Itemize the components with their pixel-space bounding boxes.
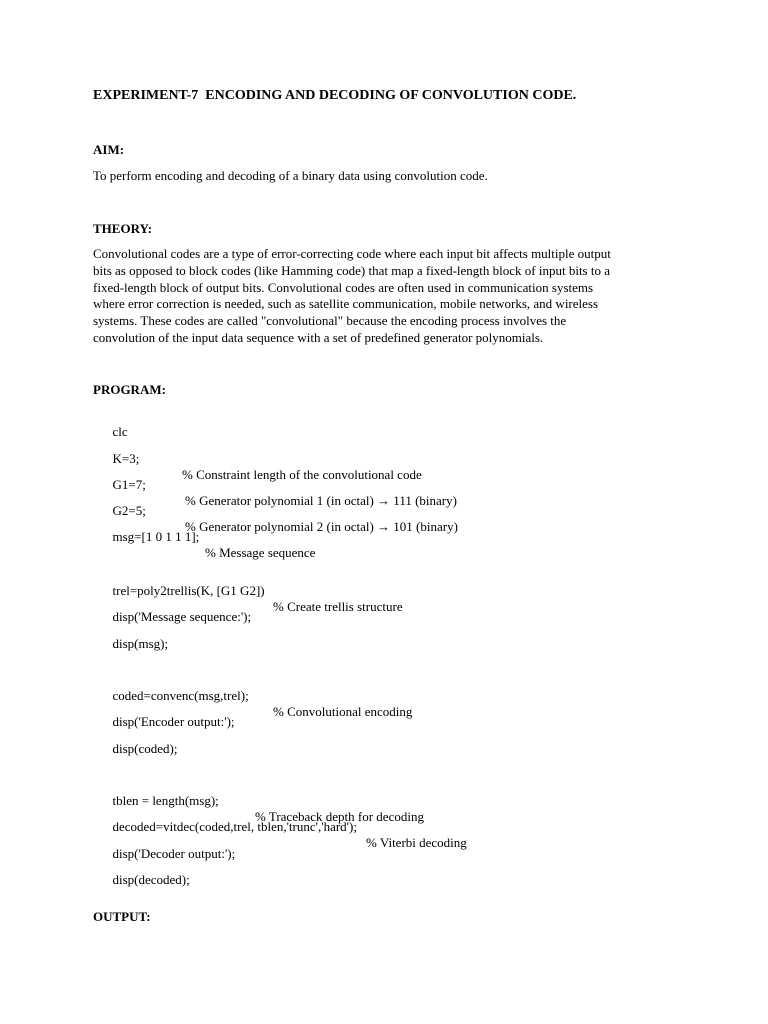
code-text: disp(msg);: [112, 636, 169, 651]
theory-heading: THEORY:: [93, 221, 153, 236]
code-text: tblen = length(msg);: [112, 793, 219, 808]
theory-paragraph: [93, 246, 673, 347]
theory-line: systems. These codes are called "convolutional" because the encoding process involves the: [93, 313, 567, 329]
theory-line: convolution of the input data sequence with a set of predefined generator polynomials.: [93, 329, 544, 345]
code-comment: % Convolutional encoding: [273, 704, 413, 719]
code-line: [93, 620, 168, 668]
code-text: trel=poly2trellis(K, [G1 G2]): [112, 583, 265, 598]
code-text: disp(decoded);: [112, 872, 190, 887]
code-comment: % Generator polynomial 2 (in octal) → 101 (binary): [185, 519, 458, 534]
theory-line: Convolutional codes are a type of error-correcting code where each input bit affects multiple output: [93, 246, 611, 261]
code-text: msg=[1 0 1 1 1];: [112, 529, 200, 544]
output-heading: OUTPUT:: [93, 909, 151, 924]
theory-line: fixed-length block of output bits. Convolutional codes are often used in communication systems: [93, 279, 594, 295]
code-comment: % Create trellis structure: [273, 599, 403, 614]
code-line: [93, 856, 190, 904]
code-comment: % Generator polynomial 1 (in octal) → 111 (binary): [185, 493, 457, 508]
theory-line: where error correction is needed, such as satellite communication, mobile networks, and wireless: [93, 296, 599, 312]
page-title: EXPERIMENT-7 ENCODING AND DECODING OF CONVOLUTION CODE.: [93, 88, 577, 103]
code-text: disp('Encoder output:');: [112, 714, 235, 729]
aim-heading: AIM:: [93, 142, 125, 157]
code-text: disp(coded);: [112, 741, 178, 756]
code-comment: % Traceback depth for decoding: [255, 809, 424, 824]
theory-line: bits as opposed to block codes (like Hamming code) that map a fixed-length block of input bits to a: [93, 262, 610, 278]
code-text: clc: [112, 424, 128, 439]
code-line: [93, 725, 177, 773]
code-comment: % Constraint length of the convolutional code: [182, 467, 422, 482]
code-comment: % Message sequence: [205, 545, 316, 560]
code-text: disp('Decoder output:');: [112, 846, 236, 861]
code-text: G1=7;: [112, 477, 146, 492]
aim-text: To perform encoding and decoding of a binary data using convolution code.: [93, 168, 488, 183]
code-text: decoded=vitdec(coded,trel, tblen,'trunc','hard');: [112, 819, 357, 834]
code-text: disp('Message sequence:');: [112, 609, 252, 624]
code-text: K=3;: [112, 451, 140, 466]
program-heading: PROGRAM:: [93, 382, 166, 397]
code-comment: % Viterbi decoding: [366, 835, 467, 850]
code-text: G2=5;: [112, 503, 146, 518]
code-text: coded=convenc(msg,trel);: [112, 688, 249, 703]
